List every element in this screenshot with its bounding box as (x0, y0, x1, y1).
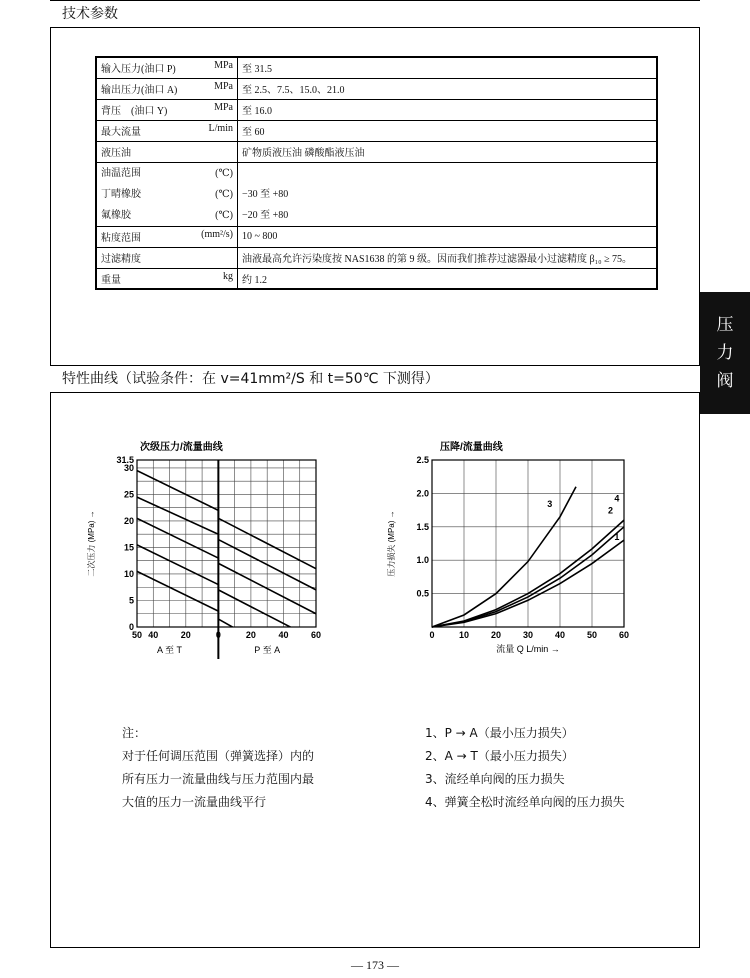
x-tick-label: 20 (245, 630, 256, 640)
page-number: — 173 — (351, 958, 399, 972)
x-tick-label: 40 (148, 630, 159, 640)
series-line (137, 545, 316, 640)
filter-label: 过滤精度 (101, 254, 141, 265)
visc-unit: (mm²/s) (201, 229, 233, 240)
series-label: 1 (614, 532, 620, 543)
y-tick-label: 2.0 (416, 488, 429, 499)
legend-note: 4、弹簧全松时流经单向阀的压力损失 (425, 795, 625, 809)
x-tick-label: 0 (215, 630, 221, 640)
temp-label: 油温范围 (101, 167, 141, 179)
series-line (137, 471, 316, 569)
y-tick-label: 1.5 (416, 521, 429, 532)
y-axis-label: 压力损失 (MPa) → (387, 510, 396, 577)
y-tick-label: 0.5 (416, 588, 429, 599)
legend-note: 2、A → T（最小压力损失） (425, 749, 574, 763)
y-axis-label: 二次压力 (MPa) → (87, 510, 96, 577)
x-tick-label: 50 (131, 630, 143, 640)
y-tick-label: 1.0 (416, 555, 429, 566)
inlet-label: 输入压力(油口 P) (101, 64, 176, 76)
visc-value: 10 ~ 800 (238, 226, 658, 247)
y-tick-label: 2.5 (416, 455, 429, 465)
section-title-tech-params: 技术参数 (50, 0, 700, 28)
y-tick-label: 20 (123, 515, 134, 526)
y-tick-label: 10 (123, 568, 134, 579)
note-line: 对于任何调压范围（弹簧选择）内的 (122, 749, 315, 763)
series-label: 2 (608, 505, 614, 516)
side-tab-char-1: 压 (716, 315, 734, 335)
back-label: 背压 (油口 Y) (101, 106, 168, 117)
nbr-label: 丁晴橡胶 (101, 188, 141, 200)
series-line (137, 518, 316, 613)
x-tick-label: 40 (554, 630, 566, 640)
x-tick-label: 30 (522, 630, 534, 640)
flow-unit: L/min (208, 123, 233, 134)
y-tick-label: 15 (123, 542, 134, 553)
visc-label: 粘度范围 (101, 233, 141, 244)
nbr-unit: (℃) (215, 188, 233, 200)
x-label-right: P 至 A (254, 645, 281, 655)
chart-title: 压降/流量曲线 (440, 442, 503, 453)
fkm-label: 氟橡胶 (101, 209, 131, 221)
side-tab-char-2: 力 (716, 343, 734, 363)
weight-value: 约 1.2 (238, 268, 658, 289)
y-tick-label: 25 (123, 489, 134, 500)
x-axis-label: 流量 Q L/min → (496, 644, 560, 654)
chart-title: 次级压力/流量曲线 (140, 442, 223, 453)
outlet-label: 输出压力(油口 A) (101, 85, 178, 96)
x-tick-label: 20 (490, 630, 502, 640)
side-tab-char-3: 阀 (716, 371, 734, 391)
series-label: 3 (547, 498, 553, 509)
spec-table (95, 56, 658, 290)
legend-note: 3、流经单向阀的压力损失 (425, 772, 565, 786)
x-tick-label: 10 (458, 630, 470, 640)
y-tick-label: 0 (128, 622, 134, 632)
y-tick-label: 31.5 (116, 455, 134, 465)
chart-secondary-pressure (80, 430, 340, 670)
side-tab (700, 292, 750, 414)
note-line: 注： (122, 726, 147, 740)
notes-right (425, 722, 625, 814)
fkm-unit: (℃) (215, 209, 233, 221)
fluid-label: 液压油 (101, 148, 131, 159)
outlet-value: 至 2.5、7.5、15.0、21.0 (238, 78, 658, 99)
nbr-value: −30 至 +80 (242, 188, 289, 200)
fkm-value: −20 至 +80 (242, 209, 289, 221)
x-tick-label: 60 (618, 630, 630, 640)
series-line (137, 497, 316, 590)
notes-left (122, 722, 314, 814)
x-tick-label: 0 (429, 630, 435, 640)
weight-label: 重量 (101, 274, 121, 286)
back-value: 至 16.0 (238, 99, 658, 120)
x-tick-label: 40 (278, 630, 289, 640)
chart-pressure-drop (380, 430, 650, 670)
temp-unit: (℃) (215, 167, 233, 179)
back-unit: MPa (214, 102, 233, 113)
x-label-left: A 至 T (157, 645, 183, 655)
x-tick-label: 60 (310, 630, 322, 640)
note-line: 所有压力一流量曲线与压力范围内最 (122, 772, 315, 786)
flow-value: 至 60 (238, 120, 658, 141)
legend-note: 1、P → A（最小压力损失） (425, 726, 574, 740)
inlet-unit: MPa (214, 60, 233, 72)
filter-value: 油液最高允许污染度按 NAS1638 的第 9 级。因而我们推荐过滤器最小过滤精度 β₁₀ ≥ 75。 (238, 247, 658, 268)
x-tick-label: 20 (180, 630, 191, 640)
note-line: 大值的压力一流量曲线平行 (122, 795, 267, 809)
weight-unit: kg (223, 270, 233, 282)
x-tick-label: 50 (586, 630, 598, 640)
flow-label: 最大流量 (101, 127, 141, 138)
inlet-value: 至 31.5 (238, 57, 658, 78)
outlet-unit: MPa (214, 81, 233, 92)
fluid-value: 矿物质液压油 磷酸酯液压油 (238, 141, 658, 162)
y-tick-label: 5 (128, 595, 134, 606)
section-title-curves: 特性曲线（试验条件：在 v=41mm²/S 和 t=50℃ 下测得） (50, 365, 700, 393)
y-tick-label: 30 (123, 462, 134, 473)
series-label: 4 (614, 493, 620, 504)
